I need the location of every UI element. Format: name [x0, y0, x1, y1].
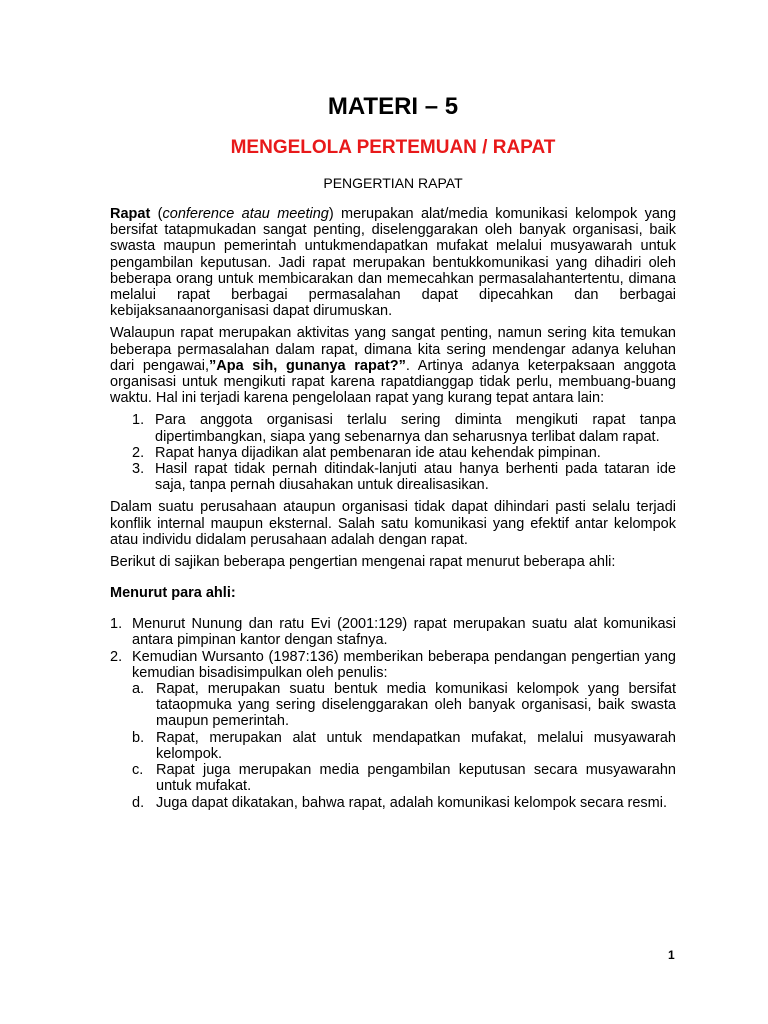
- sub-list-item: [132, 795, 676, 811]
- paragraph-conflict: Dalam suatu perusahaan ataupun organisasi tidak dapat dihindari pasti selalu terjadi konflik internal maupun eksternal. Salah satu komunikasi yang efektif antar kelompok atau individu didalam perusahaan adalah dengan rapat.: [110, 499, 676, 548]
- list-item-text: Rapat hanya dijadikan alat pembenaran ide atau kehendak pimpinan.: [155, 444, 601, 461]
- list-item-text: Kemudian Wursanto (1987:136) memberikan beberapa pendangan pengertian yang kemudian bisadisimpulkan oleh penulis:: [132, 648, 676, 681]
- sub-list-marker: a.: [132, 681, 145, 698]
- list-marker: 1.: [110, 616, 123, 633]
- paragraph-problems: [110, 325, 676, 406]
- sub-list-marker: b.: [132, 729, 145, 746]
- sub-list-item: [132, 681, 676, 730]
- list-item: [110, 616, 676, 648]
- sub-list-marker: d.: [132, 794, 145, 811]
- sub-list-item-text: Rapat, merupakan suatu bentuk media komunikasi kelompok yang bersifat tataopmuka yang sering diselenggarakan oleh banyak organisasi, baik swasta maupun pemerintah.: [156, 681, 676, 730]
- sub-list-item: [132, 730, 676, 762]
- sub-list-item: [132, 762, 676, 794]
- term-rapat: Rapat: [110, 206, 151, 222]
- list-item: [110, 445, 676, 461]
- open-paren: (: [150, 206, 163, 222]
- list-marker: 2.: [132, 444, 145, 461]
- sub-list-item-text: Rapat juga merupakan media pengambilan keputusan secara musyawarahn untuk mufakat.: [156, 762, 676, 795]
- problems-text-after: . Artinya adanya keterpaksaan anggota organisasi untuk mengikuti rapat karena rapatdianggap tidak perlu, membuang-buang waktu. Hal ini terjadi karena pengelolaan rapat yang kurang tepat antara lain:: [110, 357, 676, 407]
- experts-list: [110, 616, 676, 810]
- page-content: [110, 92, 676, 811]
- list-item: [110, 461, 676, 493]
- page-subtitle: MENGELOLA PERTEMUAN / RAPAT: [230, 137, 556, 158]
- list-marker: 3.: [132, 461, 145, 478]
- list-item-text: Para anggota organisasi terlalu sering diminta mengikuti rapat tanpa dipertimbangkan, siapa yang sebenarnya dan seharusnya terlibat dalam rapat.: [155, 412, 676, 445]
- paragraph-intro-experts: Berikut di sajikan beberapa pengertian mengenai rapat menurut beberapa ahli:: [110, 554, 616, 571]
- sub-list-item-text: Juga dapat dikatakan, bahwa rapat, adalah komunikasi kelompok secara resmi.: [156, 794, 668, 811]
- paragraph-definition: [110, 206, 676, 319]
- list-item-text: Hasil rapat tidak pernah ditindak-lanjuti atau hanya berhenti pada tataran ide saja, tanpa pernah diusahakan untuk direalisasikan.: [155, 461, 676, 494]
- term-italic: conference atau meeting: [162, 206, 329, 222]
- list-marker: 1.: [132, 412, 145, 429]
- problems-quote: ”Apa sih, gunanya rapat?”: [208, 357, 406, 374]
- list-item: [110, 412, 676, 444]
- list-item-text: Menurut Nunung dan ratu Evi (2001:129) rapat merupakan suatu alat komunikasi antara pimpinan kantor dengan stafnya.: [132, 616, 676, 649]
- sub-list-item-text: Rapat, merupakan alat untuk mendapatkan mufakat, melalui musyawarah kelompok.: [156, 729, 676, 762]
- section-heading: PENGERTIAN RAPAT: [323, 175, 463, 191]
- page-title: MATERI – 5: [327, 93, 459, 120]
- page-number: 1: [668, 948, 675, 962]
- list-item: [110, 649, 676, 811]
- definition-text: ) merupakan alat/media komunikasi kelompok yang bersifat tatapmukadan sangat penting, diselenggarakan oleh banyak organisasi, baik swasta maupun pemerintah untukmendapatkan mufakat melalui musyawarah untuk pengambilan keputusan. Jadi rapat merupakan bentukkomunikasi yang dihadiri oleh beberapa orang untuk membicarakan dan memecahkan permasalahantertentu, dimana melalui rapat berbagai permasalahan dapat dipecahkan dan berbagai kebijaksanaanorganisasi dapat dirumuskan.: [110, 206, 677, 320]
- experts-heading: Menurut para ahli:: [110, 585, 236, 602]
- problems-text-before: Walaupun rapat merupakan aktivitas yang sangat penting, namun sering kita temukan beberapa permasalahan dalam rapat, dimana kita sering mendengar adanya keluhan dari pengawai,: [110, 325, 676, 374]
- sub-list: [132, 681, 676, 811]
- sub-list-marker: c.: [132, 762, 144, 779]
- list-marker: 2.: [110, 648, 123, 665]
- problems-list: [110, 412, 676, 493]
